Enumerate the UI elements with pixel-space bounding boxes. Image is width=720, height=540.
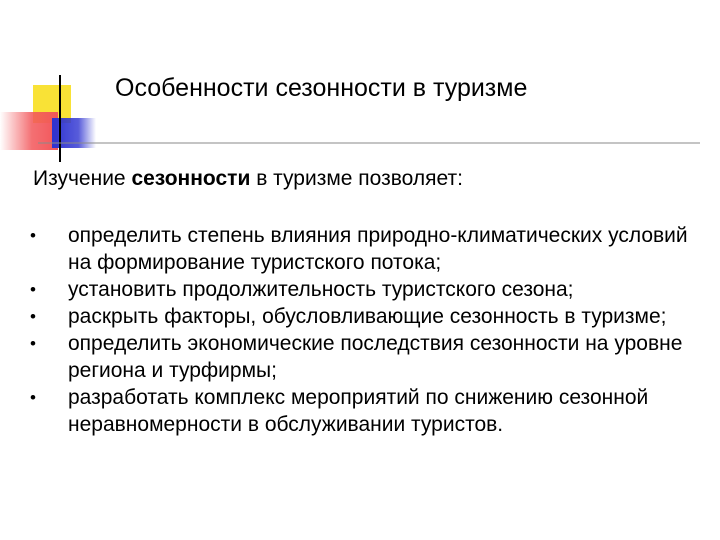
bullet-marker: • — [30, 307, 36, 326]
bullet-text: определить степень влияния природно-климатических условий на формирование туристского потока; — [68, 224, 688, 274]
intro-text-end: в туризме позволяет: — [250, 167, 463, 190]
bullet-item — [30, 384, 700, 438]
bullet-marker: • — [30, 226, 36, 245]
bullet-text: раскрыть факторы, обусловливающие сезонность в туризме; — [68, 305, 667, 328]
bullet-list — [30, 222, 700, 438]
bullet-marker: • — [30, 334, 36, 353]
bullet-text: определить экономические последствия сезонности на уровне региона и турфирмы; — [68, 332, 683, 382]
intro-text — [33, 164, 463, 194]
intro-text-bold: сезонности — [131, 167, 251, 190]
red-gradient-bar — [0, 112, 58, 150]
intro-text-start: Изучение — [33, 167, 132, 190]
bullet-item — [30, 276, 700, 303]
bullet-item — [30, 330, 700, 384]
bullet-text: установить продолжительность туристского сезона; — [68, 278, 574, 301]
bullet-item — [30, 303, 700, 330]
slide-title: Особенности сезонности в туризме — [115, 74, 528, 102]
bullet-marker: • — [30, 280, 36, 299]
bullet-item — [30, 222, 700, 276]
bullet-text: разработать комплекс мероприятий по снижению сезонной неравномерности в обслуживании туристов. — [68, 386, 649, 436]
bullet-marker: • — [30, 388, 36, 407]
